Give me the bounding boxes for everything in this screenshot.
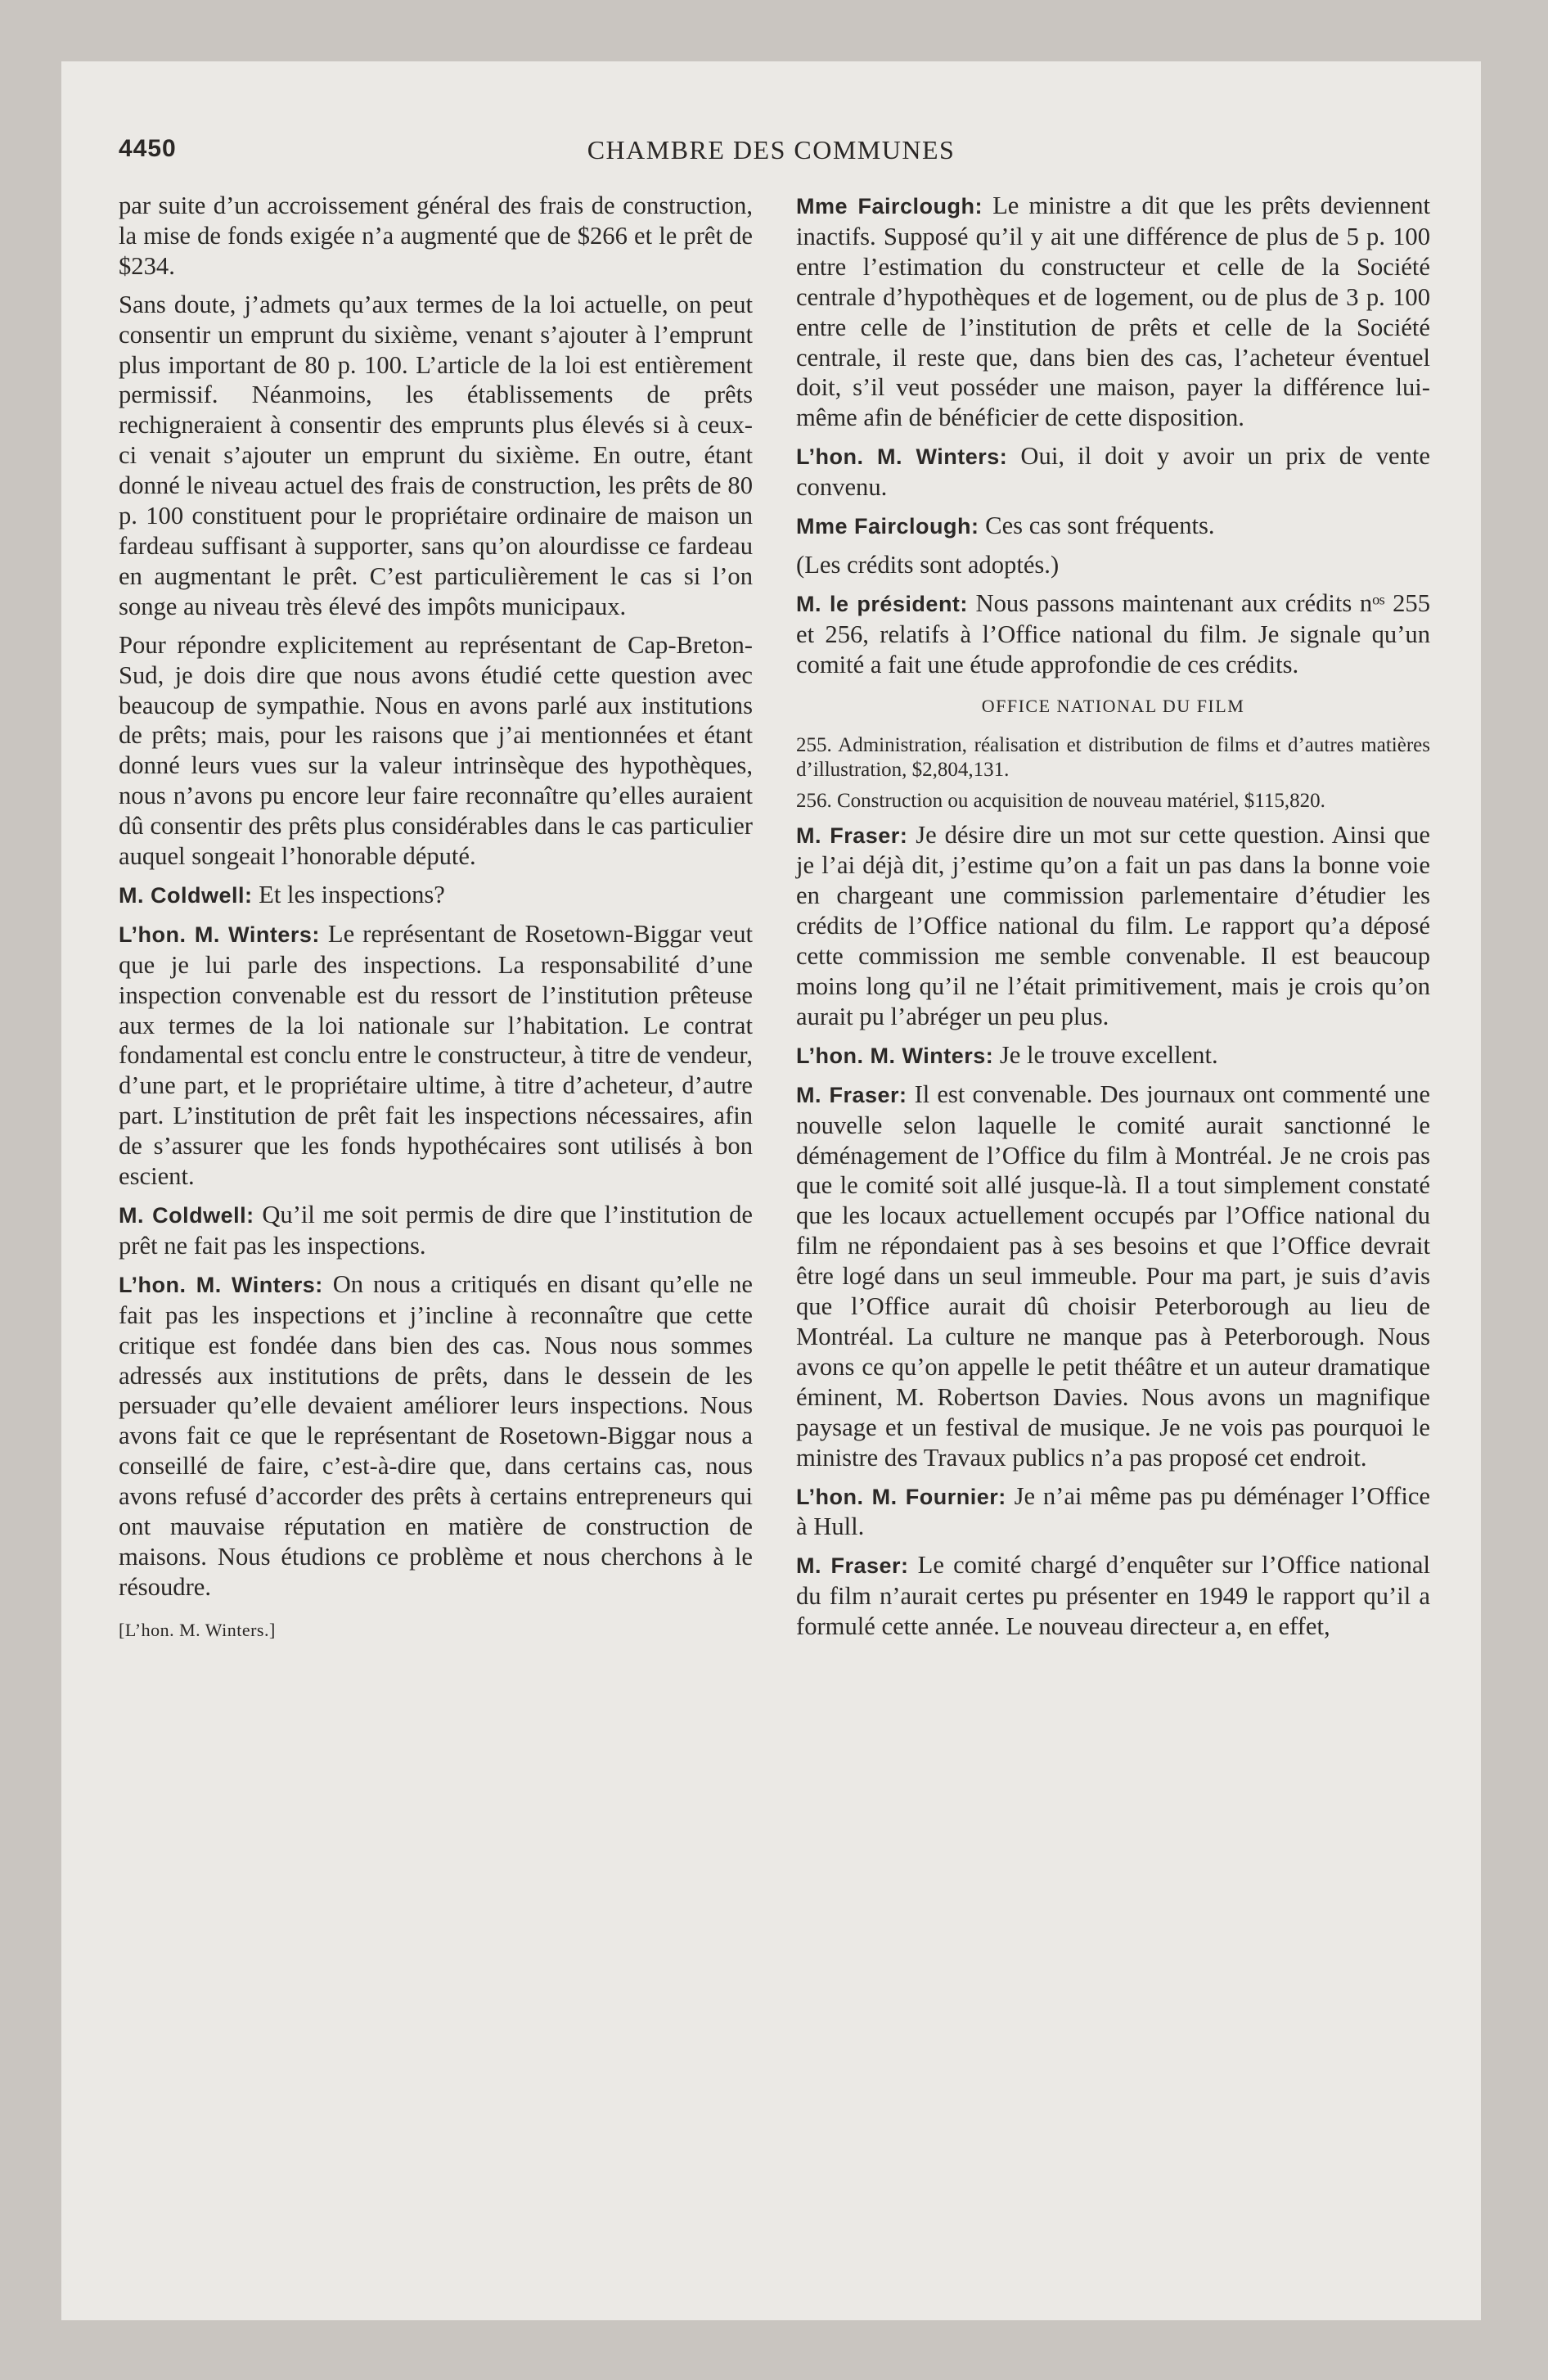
speaker-name: L’hon. M. Winters: xyxy=(796,1043,994,1068)
speech xyxy=(119,1200,753,1261)
speaker-name: M. Fraser: xyxy=(796,823,908,848)
speaker-name: M. Coldwell: xyxy=(119,882,253,908)
right-column xyxy=(796,191,1430,1650)
speech-text: Qu’il me soit permis de dire que l’institution de prêt ne fait pas les inspections. xyxy=(119,1201,753,1260)
footer-note: [L’hon. M. Winters.] xyxy=(119,1619,276,1640)
speech-text: Le représentant de Rosetown-Biggar veut que je lui parle des inspections. La responsabilité d’une inspection convenable est du ressort de l’institution prêteuse aux termes de la loi nationale sur l’habitation. Le contrat fondamental est conclu entre le constructeur, à titre de vendeur, d’une part, et le propriétaire ultime, à titre d’acheteur, d’autre part. L’institution de prêt fait les inspections nécessaires, afin de s’assurer que les fonds hypothécaires sont utilisés à bon escient. xyxy=(119,919,753,1191)
vote-item: 255. Administration, réalisation et distribution de films et d’autres matières d’illustration, $2,804,131. xyxy=(796,733,1430,781)
vote-item: 256. Construction ou acquisition de nouveau matériel, $115,820. xyxy=(796,789,1325,812)
page-header xyxy=(119,135,1424,184)
speech-text: Le comité chargé d’enquêter sur l’Office national du film n’aurait certes pu présenter en 1949 le rapport qu’il a formulé cette année. Le nouveau directeur a, en effet, xyxy=(796,1551,1430,1641)
speech-text: Je le trouve excellent. xyxy=(993,1040,1218,1069)
running-title: CHAMBRE DES COMMUNES xyxy=(587,135,956,165)
speech xyxy=(119,919,753,1192)
speech-text: Il est convenable. Des journaux ont commenté une nouvelle selon laquelle le comité aurait sanctionné le déménagement de l’Office du film à Montréal. Je ne crois pas que le comité soit allé jusque-là. Il a tout simplement constaté que les locaux actuellement occupés par l’Office national du film ne répondaient pas à ses besoins et que l’Office devrait être logé dans un seul immeuble. Pour ma part, je suis d’avis que l’Office aurait dû choisir Peterborough au lieu de Montréal. La culture ne manque pas à Peterborough. Nous avons ce qu’on appelle le petit théâtre et un auteur dramatique éminent, M. Robertson Davies. Nous avons un magnifique paysage et un festival de musique. Je ne vois pas pourquoi le ministre des Travaux publics n’a pas proposé cet endroit. xyxy=(796,1080,1430,1472)
paragraph: (Les crédits sont adoptés.) xyxy=(796,550,1060,579)
left-column xyxy=(119,191,753,1654)
speech-text: Nous passons maintenant aux crédits nᵒˢ 255 et 256, relatifs à l’Office national du film. Je signale qu’un comité a fait une étude approfondie de ces crédits. xyxy=(796,588,1430,678)
speaker-name: L’hon. M. Winters: xyxy=(796,444,1008,470)
speech-text: Oui, il doit y avoir un prix de vente convenu. xyxy=(796,442,1430,502)
speech-text: Ces cas sont fréquents. xyxy=(979,512,1215,540)
speaker-name: M. Fraser: xyxy=(796,1082,907,1107)
speaker-name: M. Fraser: xyxy=(796,1553,909,1579)
page xyxy=(61,61,1481,2320)
speech xyxy=(796,1080,1430,1473)
speaker-name: L’hon. M. Winters: xyxy=(119,1272,323,1297)
speaker-name: L’hon. M. Winters: xyxy=(119,922,320,947)
page-number: 4450 xyxy=(119,135,177,162)
speech xyxy=(119,1269,753,1602)
speech xyxy=(796,820,1430,1032)
speech-text: Et les inspections? xyxy=(252,880,445,908)
speech-text: Je désire dire un mot sur cette question. Ainsi que je l’ai déjà dit, j’estime qu’on a fait un pas dans la bonne voie en chargeant une commission parlementaire d’étudier les crédits de l’Office national du film. Le rapport qu’a déposé cette commission me semble convenable. Il est beaucoup moins long qu’il ne l’était primitivement, mais je crois qu’on aurait pu l’abréger un peu plus. xyxy=(796,820,1430,1030)
speech xyxy=(796,588,1430,680)
speech xyxy=(796,191,1430,433)
speaker-name: Mme Fairclough: xyxy=(796,194,983,219)
speech xyxy=(796,511,1430,542)
speech xyxy=(796,441,1430,503)
speech-text: On nous a critiqués en disant qu’elle ne fait pas les inspections et j’incline à reconnaître que cette critique est fondée dans bien des cas. Nous nous sommes adressés aux institutions de prêts, dans le dessein de les persuader qu’elle devaient améliorer leurs inspections. Nous avons fait ce que le représentant de Rosetown-Biggar nous a conseillé de faire, c’est-à-dire que, dans certains cas, nous avons refusé d’accorder des prêts à certains entrepreneurs qui ont mauvaise réputation en matière de construction de maisons. Nous étudions ce problème et nous cherchons à le résoudre. xyxy=(119,1269,753,1601)
paragraph: par suite d’un accroissement général des frais de construction, la mise de fonds exigée n’a augmenté que de $266 et le prêt de $234. xyxy=(119,192,753,280)
speech xyxy=(119,880,753,911)
speech-text: Le ministre a dit que les prêts deviennent inactifs. Supposé qu’il y ait une différence de plus de 5 p. 100 entre l’estimation du constructeur et celle de la Société centrale d’hypothèques et de logement, ou de plus de 3 p. 100 entre celle de l’institution de prêts et celle de la Société centrale, il reste que, dans bien des cas, l’acheteur éventuel doit, s’il veut posséder une maison, payer la différence lui-même afin de bénéficier de cette disposition. xyxy=(796,192,1430,432)
paragraph: Sans doute, j’admets qu’aux termes de la loi actuelle, on peut consentir un emprunt du sixième, venant s’ajouter à l’emprunt plus important de 80 p. 100. L’article de la loi est entièrement permissif. Néanmoins, les établissements de prêts rechigneraient à consentir des emprunts plus élevés si à ceux-ci venait s’ajouter un emprunt du sixième. En outre, étant donné le niveau actuel des frais de construction, les prêts de 80 p. 100 constituent pour le propriétaire ordinaire de maison un fardeau suffisant à supporter, sans qu’on alourdisse ce fardeau en augmentant le prêt. C’est particulièrement le cas si l’on songe au niveau très élevé des impôts municipaux. xyxy=(119,290,753,620)
speech-text: Je n’ai même pas pu déménager l’Office à Hull. xyxy=(796,1481,1430,1541)
speaker-name: M. le président: xyxy=(796,591,968,616)
speech xyxy=(796,1481,1430,1543)
speech xyxy=(796,1040,1430,1071)
speaker-name: M. Coldwell: xyxy=(119,1203,254,1228)
speaker-name: L’hon. M. Fournier: xyxy=(796,1484,1006,1509)
paragraph: Pour répondre explicitement au représentant de Cap-Breton-Sud, je dois dire que nous avons étudié cette question avec beaucoup de sympathie. Nous en avons parlé aux institutions de prêts; mais, pour les raisons que j’ai mentionnées et étant donné leurs vues sur la valeur intrinsèque des hypothèques, nous n’avons pu encore leur faire reconnaître qu’elles auraient dû consentir des prêts plus considérables dans le cas particulier auquel songeait l’honorable député. xyxy=(119,630,753,871)
speech xyxy=(796,1550,1430,1642)
section-heading: OFFICE NATIONAL DU FILM xyxy=(981,695,1245,716)
speaker-name: Mme Fairclough: xyxy=(796,514,979,539)
